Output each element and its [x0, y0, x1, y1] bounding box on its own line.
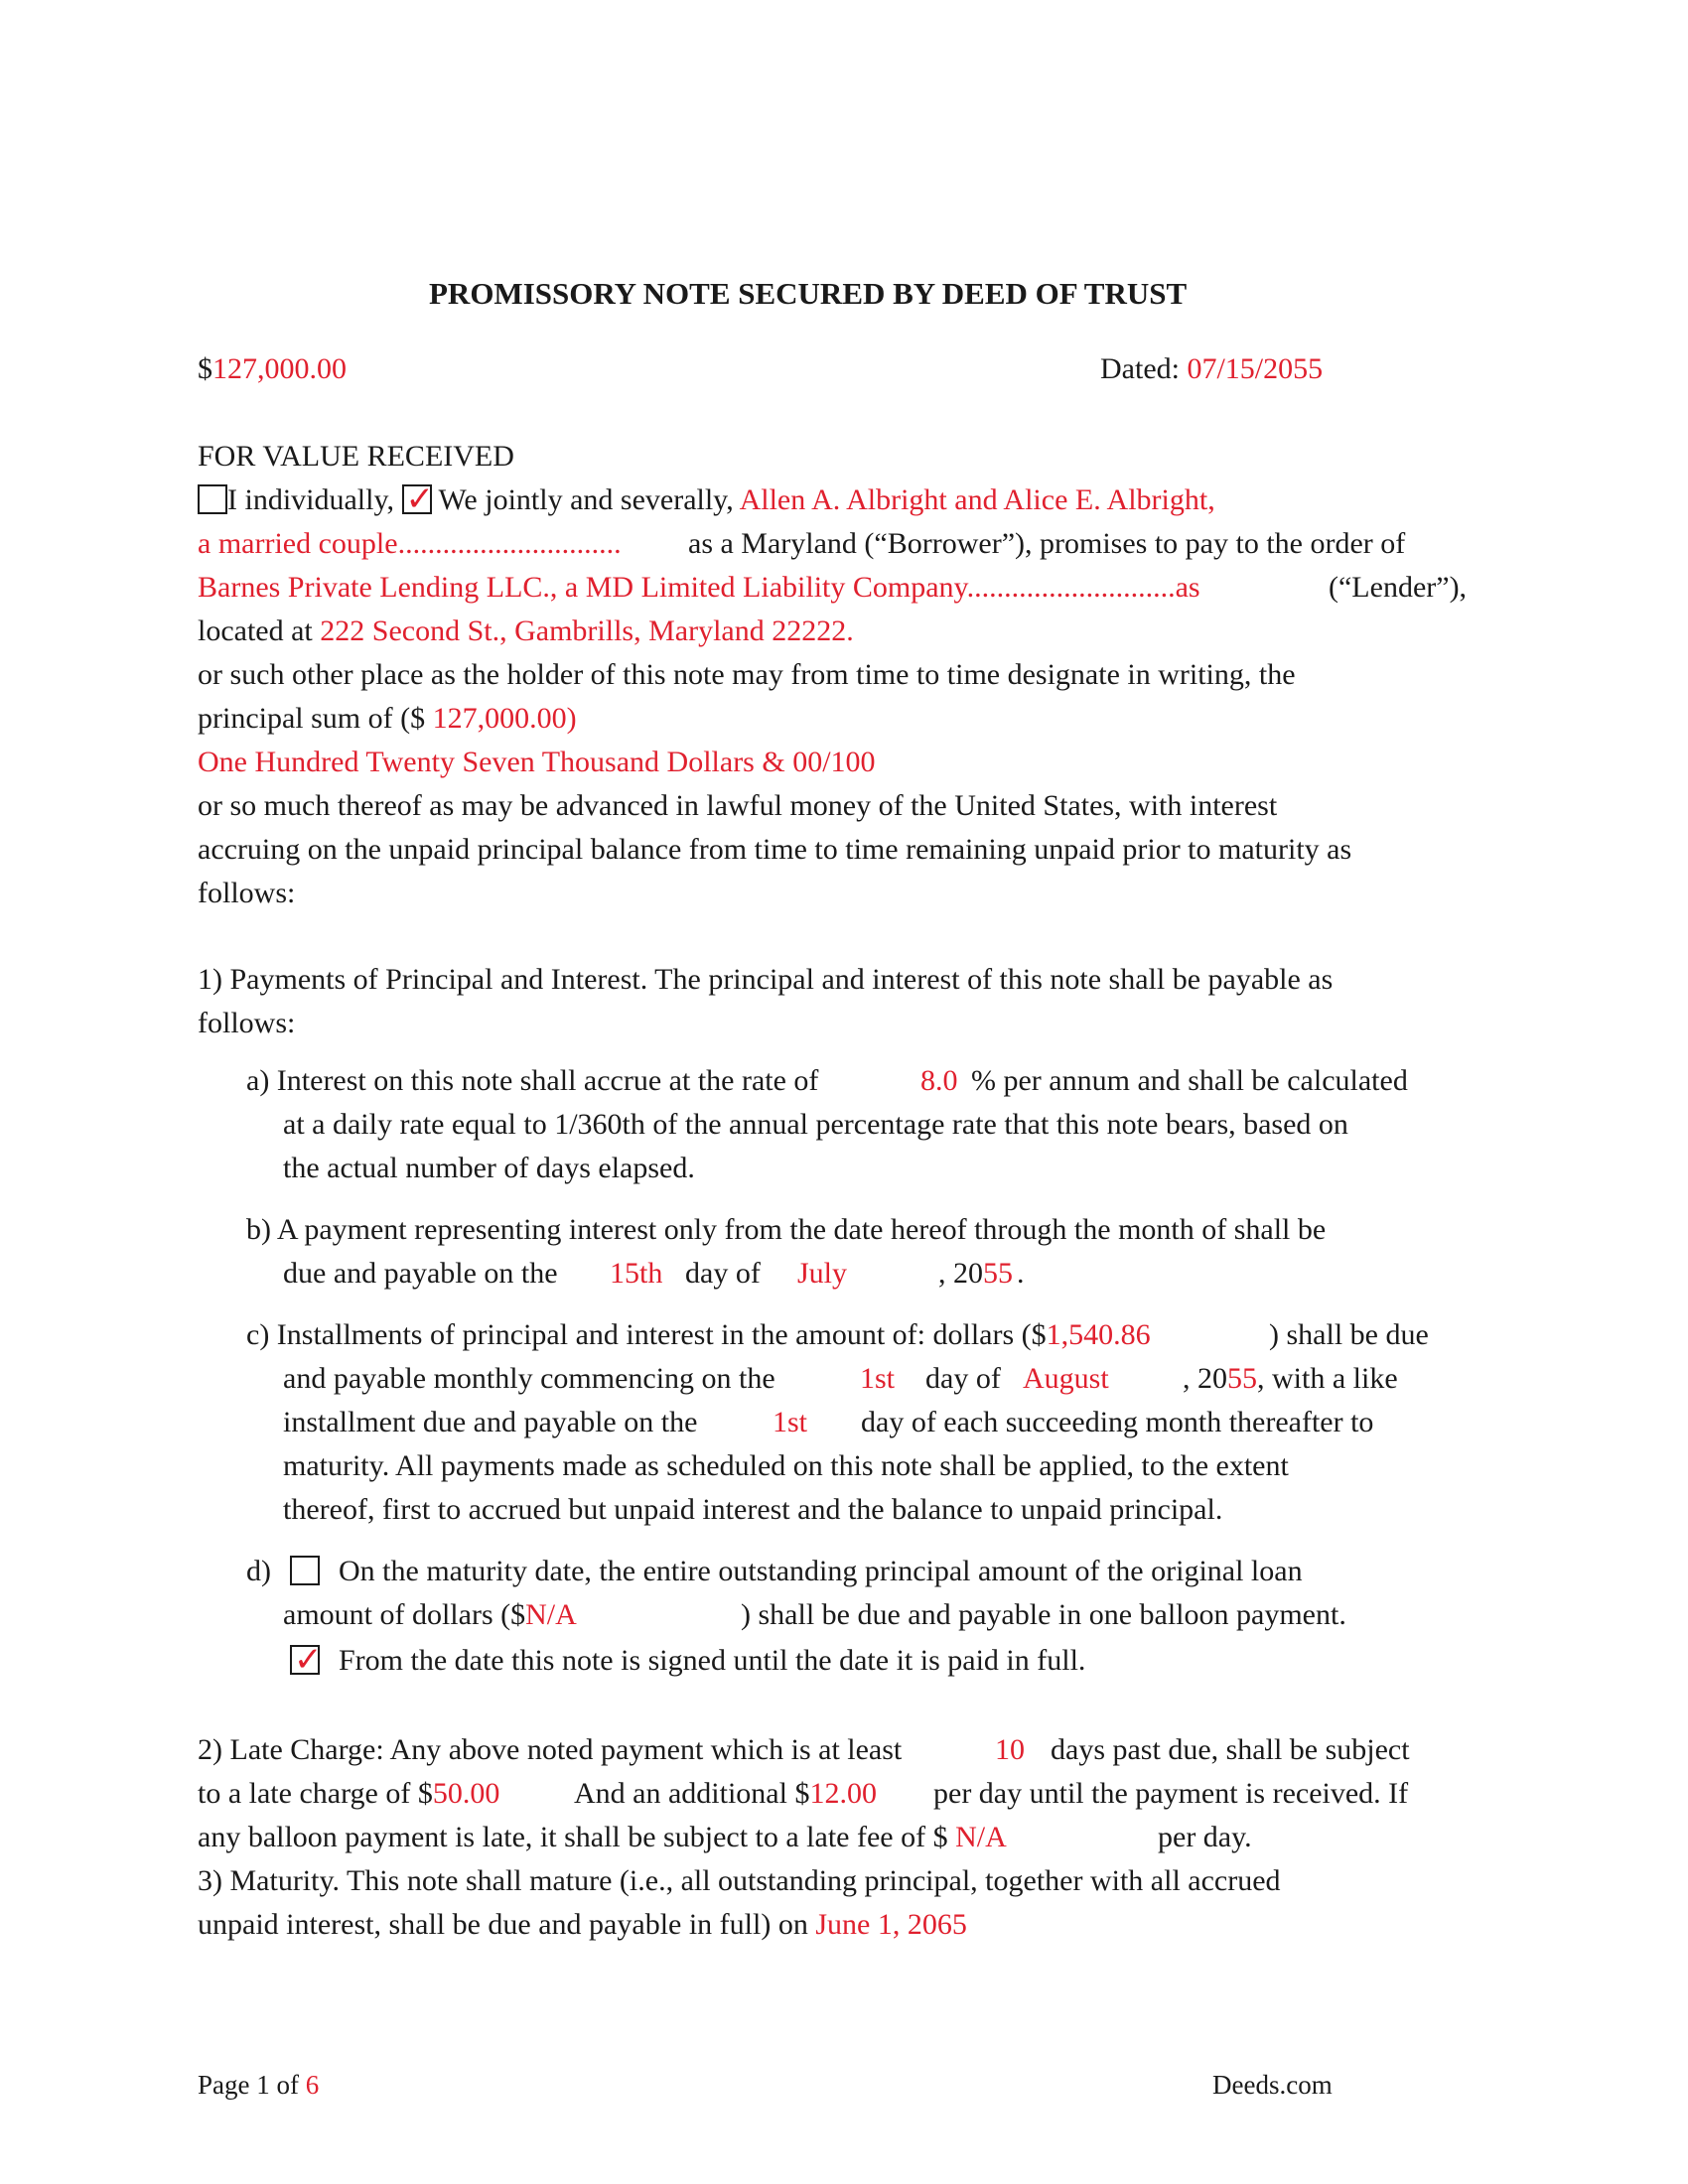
located-label: located at: [198, 614, 313, 647]
footer-brand: Deeds.com: [1212, 2070, 1333, 2100]
item-c2-yearpre: , 20: [1183, 1362, 1227, 1395]
item-c4: maturity. All payments made as scheduled on this note shall be applied, to the extent: [283, 1449, 1289, 1482]
principal-sum-line: [198, 702, 577, 736]
principal-sum-value[interactable]: 127,000.00): [432, 702, 577, 735]
item-d-checkbox-wrap: [290, 1555, 320, 1588]
page-label: Page 1 of: [198, 2070, 299, 2100]
item-d2-pre: amount of dollars ($: [283, 1598, 526, 1631]
or-so-much-text: or so much thereof as may be advanced in lawful money of the United States, with interest: [198, 789, 1278, 822]
succeeding-day[interactable]: 1st: [773, 1406, 808, 1438]
item-b-dayof: day of: [685, 1257, 761, 1290]
amount-line: [198, 352, 347, 386]
interest-only-month[interactable]: July: [797, 1257, 848, 1290]
late-charge-amount[interactable]: 50.00: [432, 1777, 500, 1810]
amount-value[interactable]: 127,000.00: [212, 352, 347, 385]
late-days[interactable]: 10: [995, 1733, 1025, 1766]
interest-only-year[interactable]: 55: [983, 1257, 1013, 1290]
item-a-line2: at a daily rate equal to 1/360th of the annual percentage rate that this note bears, based on: [283, 1108, 1348, 1141]
section2-line2-post: per day until the payment is received. If: [933, 1777, 1409, 1810]
item-b-line1: b) A payment representing interest only from the date hereof through the month of shall be: [246, 1213, 1327, 1246]
item-d-label: d): [246, 1555, 271, 1587]
accruing-text: accruing on the unpaid principal balance from time to time remaining unpaid prior to maturity as: [198, 833, 1352, 866]
item-a-line1: [246, 1064, 818, 1098]
section2-line2: [198, 1777, 499, 1811]
item-c2-year: [1183, 1362, 1398, 1396]
dated-value[interactable]: 07/15/2055: [1187, 352, 1324, 385]
principal-sum-label: principal sum of ($: [198, 702, 426, 735]
interest-only-day[interactable]: 15th: [610, 1257, 663, 1290]
item-b-yearpre: , 20: [938, 1257, 983, 1290]
borrower-names[interactable]: Allen A. Albright and Alice E. Albright,: [739, 483, 1215, 516]
item-d-text: On the maturity date, the entire outstanding principal amount of the original loan: [339, 1555, 1303, 1587]
item-d-line1: [246, 1555, 271, 1588]
installment-amount[interactable]: 1,540.86: [1046, 1318, 1151, 1351]
commencing-day[interactable]: 1st: [860, 1362, 896, 1395]
section2-line2-pre: to a late charge of $: [198, 1777, 433, 1810]
item-b-year: [938, 1257, 1025, 1291]
section2-line1-post: days past due, shall be subject: [1051, 1733, 1410, 1766]
borrower-line-2: [198, 527, 622, 561]
section3-line2-pre: unpaid interest, shall be due and payable in full) on: [198, 1908, 808, 1941]
item-d2-line: [283, 1598, 577, 1632]
dated-label: Dated:: [1100, 352, 1180, 385]
jointly-label: We jointly and severally,: [438, 483, 734, 516]
borrower-line: [198, 483, 1215, 517]
item-c-line1: [246, 1318, 1151, 1352]
for-value-received: FOR VALUE RECEIVED: [198, 440, 514, 473]
section2-line3-post: per day.: [1158, 1821, 1252, 1853]
item-c3-pre: installment due and payable on the: [283, 1406, 698, 1438]
section2-line3-pre: any balloon payment is late, it shall be subject to a late fee of $: [198, 1821, 948, 1853]
item-d2-post: ) shall be due and payable in one balloon payment.: [741, 1598, 1346, 1631]
item-c5: thereof, first to accrued but unpaid interest and the balance to unpaid principal.: [283, 1493, 1223, 1526]
commencing-month[interactable]: August: [1023, 1362, 1109, 1395]
section3-line1: 3) Maturity. This note shall mature (i.e., all outstanding principal, together with all accrued: [198, 1864, 1281, 1897]
item-c2-dayof: day of: [925, 1362, 1001, 1395]
item-a-pre: a) Interest on this note shall accrue at the rate of: [246, 1064, 819, 1097]
section2-line3: [198, 1821, 1007, 1854]
additional-label: And an additional $: [574, 1777, 810, 1810]
item-b-pre: due and payable on the: [283, 1257, 558, 1290]
additional-amount[interactable]: 12.00: [809, 1777, 877, 1810]
item-c2-post: , with a like: [1257, 1362, 1398, 1395]
principal-words[interactable]: One Hundred Twenty Seven Thousand Dollars & 00/100: [198, 746, 876, 778]
page-total: 6: [305, 2070, 320, 2100]
borrower-names-cont[interactable]: a married couple..............................: [198, 527, 622, 560]
amount-symbol: $: [198, 352, 212, 385]
individually-checkbox[interactable]: [198, 484, 227, 514]
section1-follows: follows:: [198, 1007, 296, 1039]
interest-rate[interactable]: 8.0: [920, 1064, 958, 1097]
paid-in-full-checkbox[interactable]: [290, 1645, 320, 1675]
item-d3-text: From the date this note is signed until the date it is paid in full.: [339, 1644, 1086, 1677]
jointly-checkbox[interactable]: [402, 484, 432, 514]
item-a-line3: the actual number of days elapsed.: [283, 1152, 695, 1184]
item-c3-post: day of each succeeding month thereafter to: [861, 1406, 1374, 1438]
page-number: [198, 2068, 319, 2102]
document-title: PROMISSORY NOTE SECURED BY DEED OF TRUST: [429, 276, 1188, 311]
item-c-pre: c) Installments of principal and interest in the amount of: dollars ($: [246, 1318, 1047, 1351]
lender-name[interactable]: Barnes Private Lending LLC., a MD Limited Liability Company............................as: [198, 571, 1200, 604]
item-c2-pre: and payable monthly commencing on the: [283, 1362, 775, 1395]
item-a-post: % per annum and shall be calculated: [971, 1064, 1408, 1097]
commencing-year[interactable]: 55: [1227, 1362, 1257, 1395]
balloon-payment-checkbox[interactable]: [290, 1556, 320, 1585]
section2-line2-mid: [574, 1777, 877, 1811]
lender-address[interactable]: 222 Second St., Gambrills, Maryland 22222.: [320, 614, 854, 647]
section3-line2: [198, 1908, 967, 1942]
lender-line: [198, 571, 1200, 605]
section1-heading: 1) Payments of Principal and Interest. The principal and interest of this note shall be payable as: [198, 963, 1334, 996]
lender-label: (“Lender”),: [1329, 571, 1468, 604]
item-d3-checkbox-wrap: [290, 1644, 320, 1678]
individually-label: I individually,: [227, 483, 395, 516]
location-line: [198, 614, 854, 648]
maturity-date[interactable]: June 1, 2065: [815, 1908, 967, 1941]
or-such-text: or such other place as the holder of this note may from time to time designate in writing, the: [198, 658, 1296, 691]
balloon-late-fee[interactable]: N/A: [955, 1821, 1007, 1853]
item-b-end: .: [1017, 1257, 1025, 1290]
as-maryland-text: as a Maryland (“Borrower”), promises to pay to the order of: [688, 527, 1406, 560]
balloon-amount[interactable]: N/A: [525, 1598, 577, 1631]
dated-line: [1100, 352, 1323, 386]
section2-line1-pre: 2) Late Charge: Any above noted payment which is at least: [198, 1733, 903, 1766]
item-c-post: ) shall be due: [1269, 1318, 1429, 1351]
follows-text: follows:: [198, 877, 296, 909]
